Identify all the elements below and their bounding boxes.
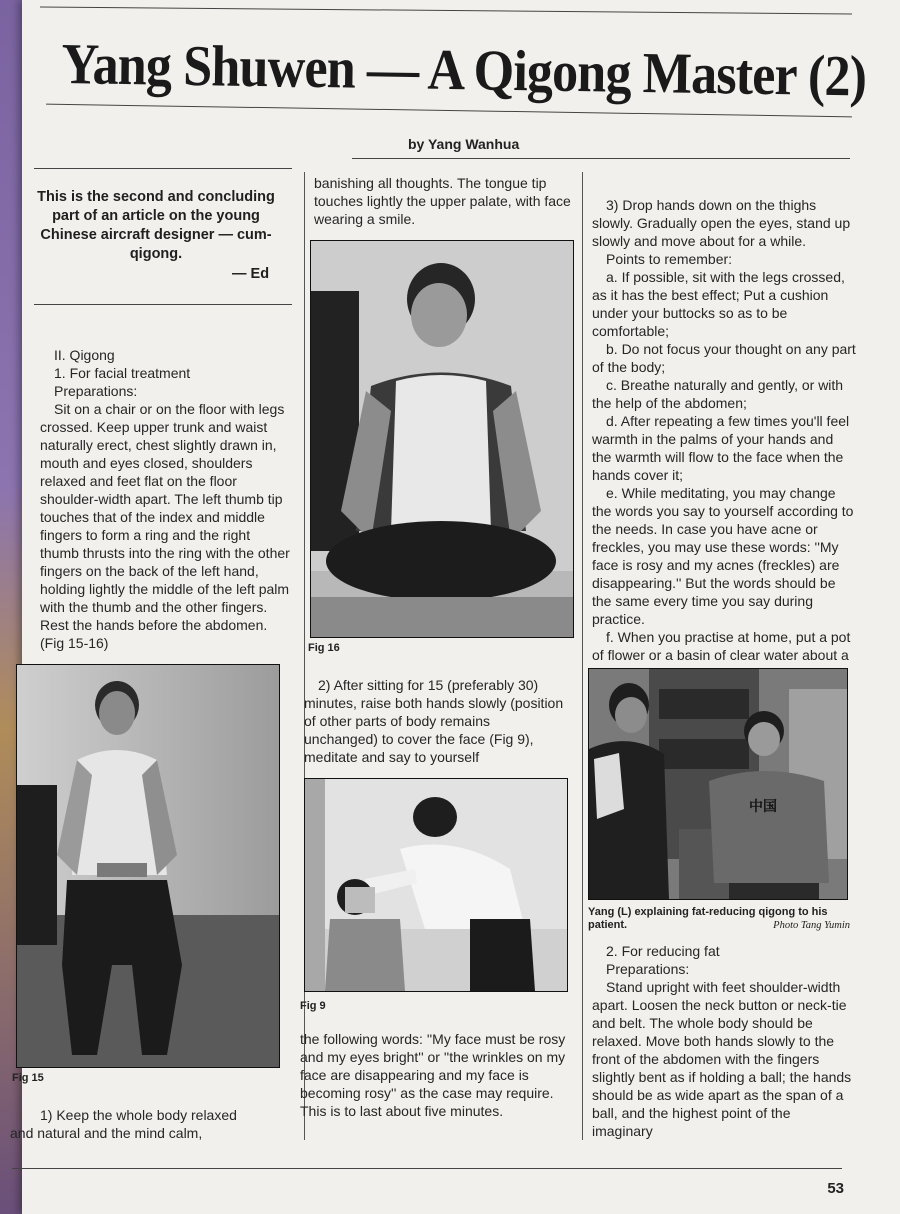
fig16-caption: Fig 16 (308, 642, 340, 654)
point-a: a. If possible, sit with the legs crossed, as it has the best effect; Put a cushion under your buttocks so as to be comfortable; (592, 269, 845, 339)
paragraph: 2) After sitting for 15 (preferably 30) minutes, raise both hands slowly (position of other parts of body remains unchanged) to cover the face (Fig 9), meditate and say to yourself (304, 677, 564, 765)
byline: by Yang Wanhua (408, 136, 520, 152)
point-d: d. After repeating a few times you'll feel warmth in the palms of your hands and the warmth will flow to the face when the hands cover it; (592, 413, 850, 483)
man-treating-patient-image (305, 779, 567, 991)
column-2-text (314, 174, 574, 228)
point-f: f. When you practise at home, put a pot of flower or a basin of clear water about a (592, 629, 851, 663)
intro-text: This is the second and concluding part of an article on the young Chinese aircraft designer — cum-qigong. (37, 189, 275, 262)
paragraph: Sit on a chair or on the floor with legs crossed. Keep upper trunk and waist naturally erect, chest slightly drawn in, mouth and eyes closed, shoulders relaxed and feet flat on the floor shoulder-width apart. The left thumb tip touches that of the index and middle fingers to form a ring and the right thumb thrusts into the ring with the other fingers on the back of the left hand, holding lightly the middle of the left palm with the thumb and the other fingers. Rest the hands before the abdomen. (Fig 15-16) (40, 401, 290, 651)
photo-fig9 (304, 778, 568, 992)
byline-rule (352, 158, 850, 159)
photo-fig15 (16, 664, 280, 1068)
column-3-text-continued (592, 942, 854, 1140)
point-c: c. Breathe naturally and gently, or with the help of the abdomen; (592, 377, 844, 411)
intro-top-rule (34, 168, 292, 169)
jersey-text: 中国 (749, 799, 777, 815)
fig15-caption: Fig 15 (12, 1072, 44, 1084)
fig9-caption: Fig 9 (300, 1000, 326, 1012)
top-rule (40, 6, 852, 14)
paragraph: 1) Keep the whole body relaxed and natural and the mind calm, (10, 1107, 237, 1141)
column-divider-2 (582, 172, 583, 1140)
column-3-text (592, 196, 856, 682)
points-heading: Points to remember: (606, 251, 733, 267)
intro-bottom-rule (34, 304, 292, 305)
article-title: Yang Shuwen — A Qigong Master (2) (61, 30, 867, 109)
intro-sign: — Ed (232, 266, 270, 282)
subsection-heading: 2. For reducing fat (606, 943, 720, 959)
preparations-heading: Preparations: (54, 383, 138, 399)
footer-rule (12, 1168, 842, 1169)
seated-man-meditation-image (311, 241, 573, 637)
column-2-text-final (300, 1030, 566, 1120)
photo-caption-text: Yang (L) explaining fat-reducing qigong to his patient. (588, 906, 828, 931)
column-divider-1 (304, 172, 305, 1140)
photo-fig16 (310, 240, 574, 638)
point-b: b. Do not focus your thought on any part of the body; (592, 341, 856, 375)
paragraph: banishing all thoughts. The tongue tip touches lightly the upper palate, with face wearing a smile. (314, 175, 571, 227)
column-1-text-continued (10, 1106, 260, 1142)
paragraph: Stand upright with feet shoulder-width apart. Loosen the neck button or neck-tie and belt. The whole body should be relaxed. Move both hands slowly to the front of the abdomen with the fingers slightly bent as if holding a ball; the hands should be as wide apart as the span of a ball, and the highest point of the imaginary (592, 979, 852, 1139)
preparations-heading: Preparations: (606, 961, 690, 977)
subsection-heading: 1. For facial treatment (54, 365, 191, 381)
section-heading: II. Qigong (54, 347, 115, 363)
paragraph: 3) Drop hands down on the thighs slowly. Gradually open the eyes, stand up slowly and move about for a while. (592, 197, 851, 249)
paragraph: the following words: ''My face must be rosy and my eyes bright'' or ''the wrinkles on my face are disappearing and my face is becoming rosy'' as the case may require. This is to last about five minutes. (300, 1031, 566, 1119)
magazine-page (10, 0, 900, 1214)
seated-man-chair-image (17, 665, 279, 1067)
yang-and-patient-image (589, 669, 847, 899)
point-e: e. While meditating, you may change the words you say to yourself according to the needs. In case you have acne or freckles, you may use these words: ''My face is rosy and my acnes (freckles) are disappearing.'' But the words should be the same every time you say during practice. (592, 485, 854, 627)
photo-caption (588, 906, 850, 932)
page-number: 53 (827, 1180, 844, 1197)
column-1-text (40, 346, 290, 652)
photo-explaining-qigong (588, 668, 848, 900)
column-2-text-continued (304, 676, 566, 766)
photo-credit: Photo Tang Yumin (773, 920, 850, 931)
